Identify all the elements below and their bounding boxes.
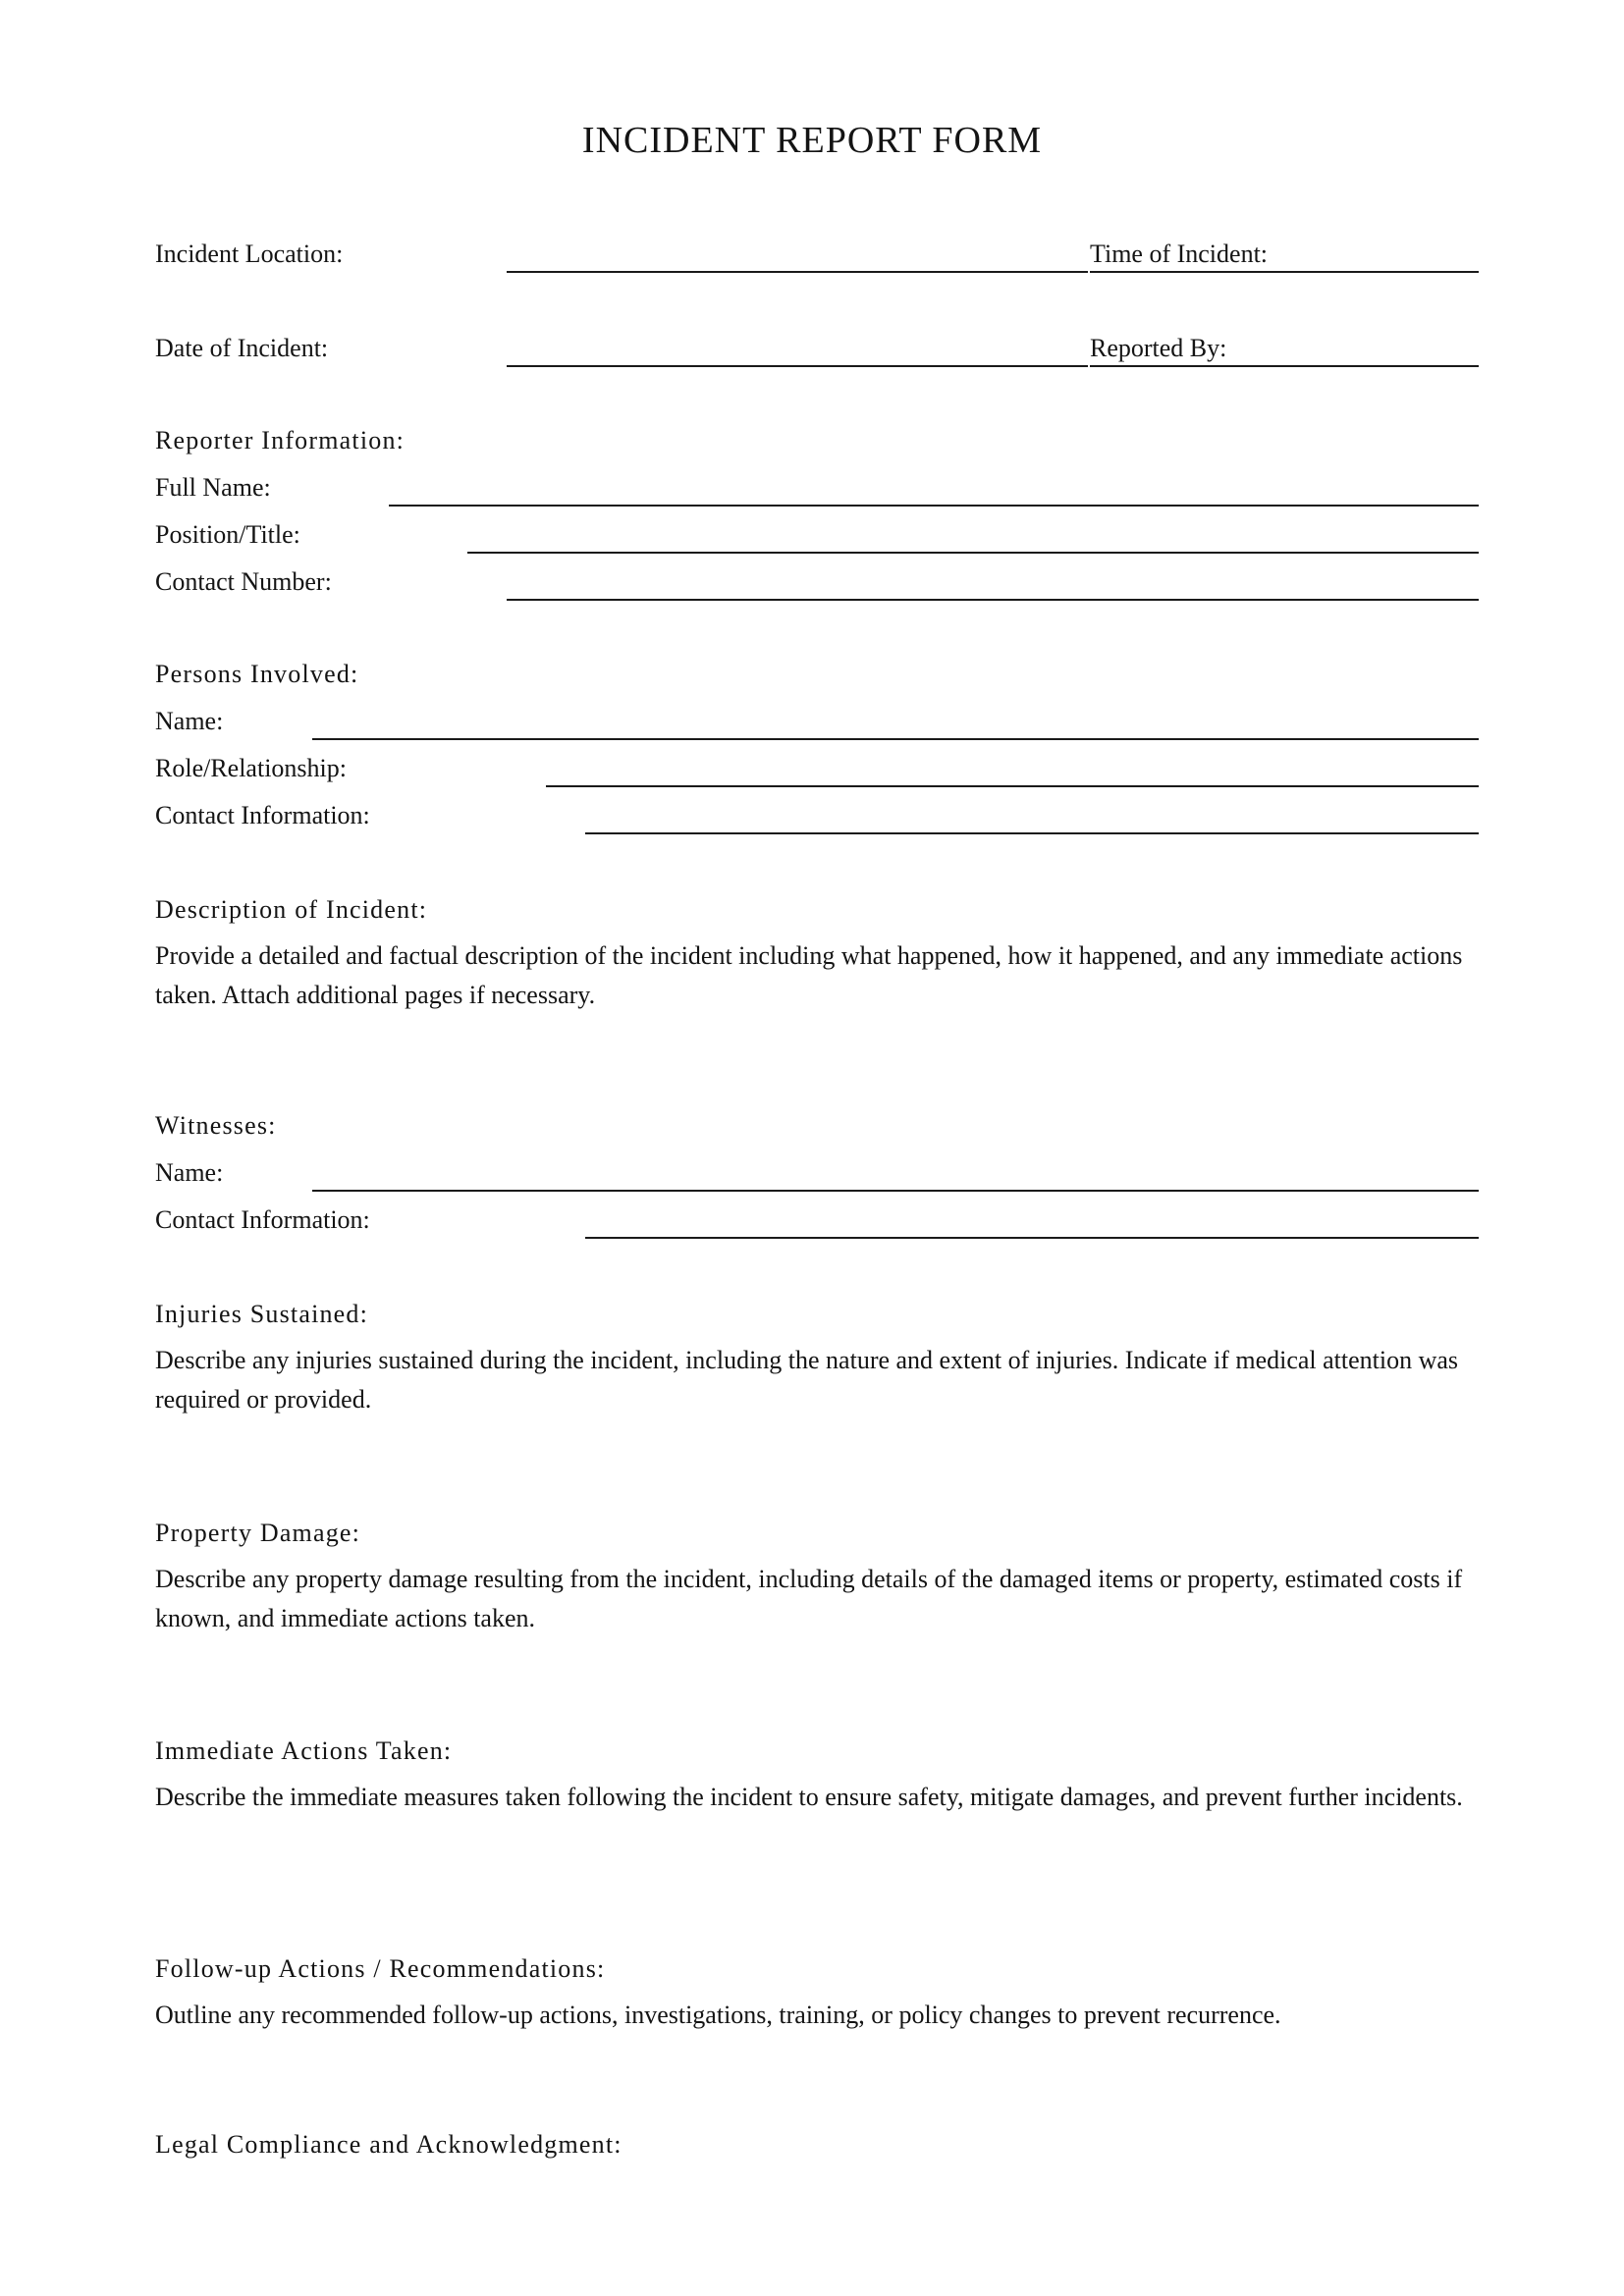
reported-by-field[interactable] (1090, 365, 1479, 367)
date-of-incident-field[interactable] (507, 365, 1088, 367)
incident-location-label: Incident Location: (155, 240, 344, 268)
description-heading: Description of Incident: (155, 895, 428, 924)
witness-name-label: Name: (155, 1158, 224, 1187)
reporter-full-name-label: Full Name: (155, 473, 271, 502)
witness-name-field[interactable] (312, 1190, 1479, 1192)
person-name-label: Name: (155, 707, 224, 735)
immediate-actions-text: Describe the immediate measures taken following the incident to ensure safety, mitigate damages, and prevent further incidents. (155, 1783, 1463, 1811)
time-of-incident-label: Time of Incident: (1090, 240, 1269, 268)
time-of-incident-field[interactable] (1090, 271, 1479, 273)
legal-compliance-heading: Legal Compliance and Acknowledgment: (155, 2130, 623, 2159)
witness-contact-label: Contact Information: (155, 1205, 370, 1234)
reporter-contact-number-field[interactable] (507, 599, 1479, 601)
person-role-label: Role/Relationship: (155, 754, 347, 782)
person-name-field[interactable] (312, 738, 1479, 740)
incident-location-field[interactable] (507, 271, 1088, 273)
witnesses-heading: Witnesses: (155, 1111, 277, 1140)
person-contact-field[interactable] (585, 832, 1479, 834)
injuries-text: Describe any injuries sustained during the incident, including the nature and extent of injuries. Indicate if medical attention was required or provided. (155, 1346, 1459, 1414)
description-text: Provide a detailed and factual description of the incident including what happened, how it happened, and any immediate actions taken. Attach additional pages if necessary. (155, 941, 1463, 1009)
immediate-actions-heading: Immediate Actions Taken: (155, 1736, 453, 1765)
person-contact-label: Contact Information: (155, 801, 370, 829)
follow-up-text: Outline any recommended follow-up actions, investigations, training, or policy changes to prevent recurrence. (155, 2001, 1281, 2029)
reporter-full-name-field[interactable] (389, 505, 1479, 507)
form-title: INCIDENT REPORT FORM (581, 120, 1043, 161)
injuries-heading: Injuries Sustained: (155, 1300, 369, 1328)
property-damage-text: Describe any property damage resulting from the incident, including details of the damaged items or property, estimated costs if known, and immediate actions taken. (155, 1565, 1463, 1632)
date-of-incident-label: Date of Incident: (155, 334, 329, 362)
reporter-contact-number-label: Contact Number: (155, 567, 332, 596)
witness-contact-field[interactable] (585, 1237, 1479, 1239)
follow-up-heading: Follow-up Actions / Recommendations: (155, 1954, 606, 1983)
reporter-position-field[interactable] (467, 552, 1479, 554)
reporter-information-heading: Reporter Information: (155, 426, 406, 454)
person-role-field[interactable] (546, 785, 1479, 787)
reported-by-label: Reported By: (1090, 334, 1227, 362)
persons-involved-heading: Persons Involved: (155, 660, 359, 688)
reporter-position-label: Position/Title: (155, 520, 300, 549)
property-damage-heading: Property Damage: (155, 1519, 361, 1547)
